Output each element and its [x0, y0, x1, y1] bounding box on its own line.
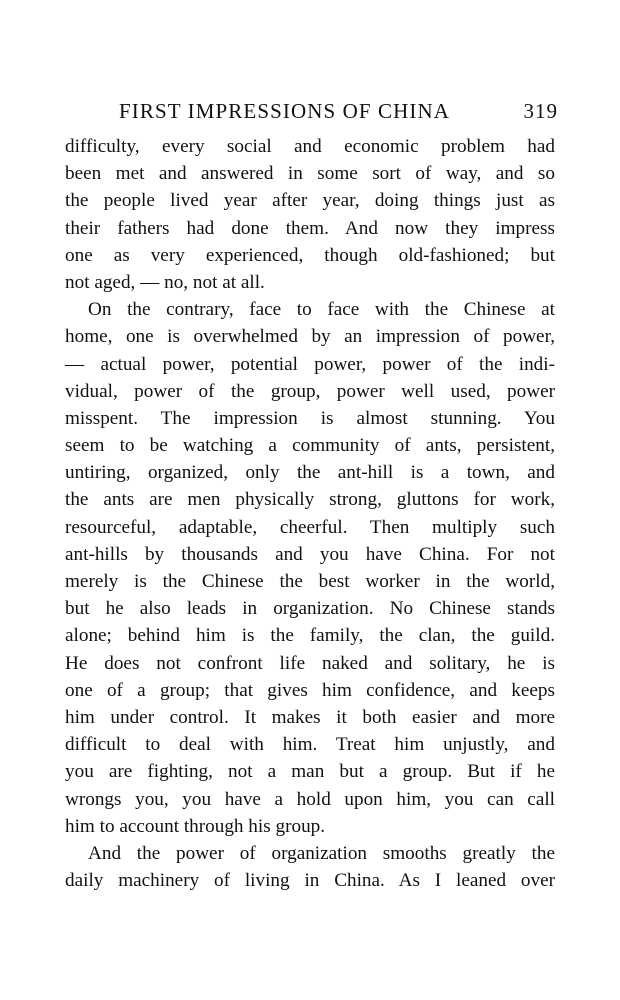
- text-line: you are fighting, not a man but a group. But if he: [65, 761, 555, 783]
- text-line: their fathers had done them. And now they impress: [65, 217, 555, 239]
- text-line: difficulty, every social and economic problem had: [65, 136, 555, 157]
- text-line: been met and answered in some sort of way, and so: [65, 163, 555, 185]
- text-line: one of a group; that gives him confidence, and keeps: [65, 679, 555, 701]
- text-line: He does not confront life naked and solitary, he is: [65, 652, 555, 674]
- text-line: merely is the Chinese the best worker in the world,: [65, 571, 555, 592]
- text-line: ant-hills by thousands and you have China. For not: [65, 543, 555, 565]
- text-line: one as very experienced, though old-fashioned; but: [65, 244, 555, 266]
- text-line: home, one is overwhelmed by an impression of power,: [65, 326, 555, 348]
- text-line: the ants are men physically strong, gluttons for work,: [65, 489, 555, 511]
- running-head: [62, 96, 558, 126]
- text-line: untiring, organized, only the ant-hill is a town, and: [65, 462, 555, 484]
- text-line: the people lived year after year, doing things just as: [65, 190, 555, 212]
- text-line: difficult to deal with him. Treat him unjustly, and: [65, 734, 555, 756]
- text-line: misspent. The impression is almost stunning. You: [65, 407, 555, 429]
- running-head-title: FIRST IMPRESSIONS OF CHINA: [119, 99, 451, 123]
- text-line: not aged, — no, not at all.: [65, 271, 265, 293]
- text-line: alone; behind him is the family, the clan, the guild.: [65, 625, 555, 647]
- text-line: resourceful, adaptable, cheerful. Then multiply such: [65, 516, 555, 538]
- text-line: — actual power, potential power, power of the indi-: [65, 353, 555, 375]
- page-number: 319: [523, 99, 558, 123]
- body-text: [65, 133, 555, 894]
- text-line: him to account through his group.: [65, 815, 326, 837]
- text-line: but he also leads in organization. No Chinese stands: [65, 598, 555, 620]
- text-line: wrongs you, you have a hold upon him, you can call: [65, 788, 555, 810]
- paragraph-first-line: On the contrary, face to face with the Chinese at: [88, 299, 555, 321]
- text-line: seem to be watching a community of ants, persistent,: [65, 435, 555, 457]
- text-line: him under control. It makes it both easier and more: [65, 706, 555, 728]
- text-line: daily machinery of living in China. As I leaned over: [65, 870, 555, 892]
- paragraph-first-line: And the power of organization smooths greatly the: [88, 842, 555, 864]
- text-line: vidual, power of the group, power well used, power: [65, 380, 555, 402]
